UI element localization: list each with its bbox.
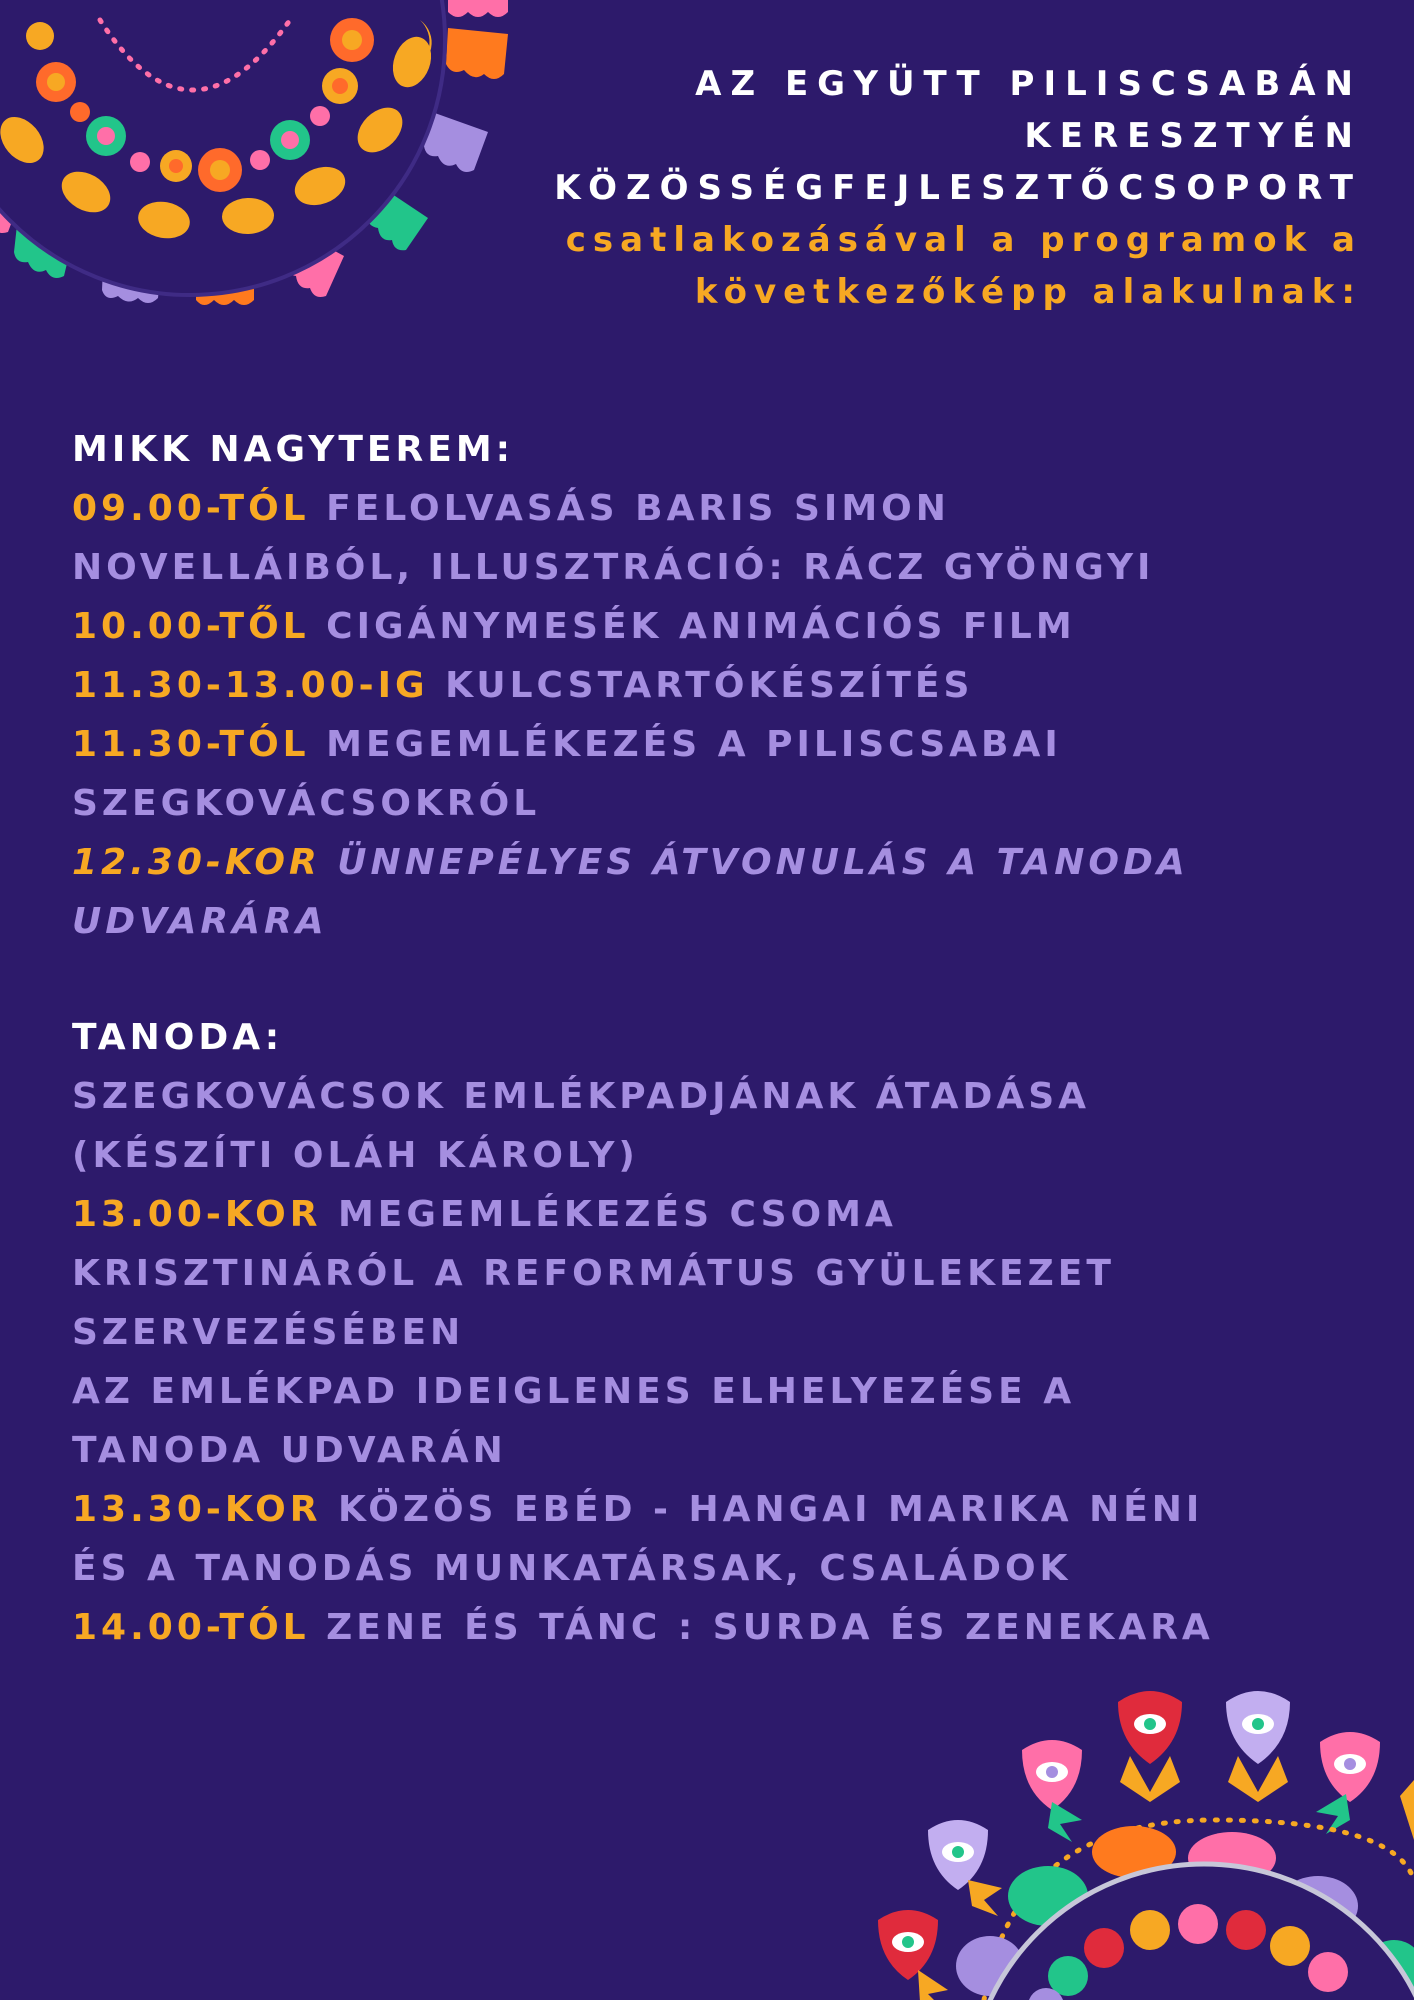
- program-time: 13.30-KOR: [72, 1489, 322, 1530]
- tanoda-intro-line-1: SZEGKOVÁCSOK EMLÉKPADJÁNAK ÁTADÁSA: [72, 1076, 1090, 1117]
- program-time: 10.00-TŐL: [72, 606, 310, 647]
- program-item: [72, 715, 1352, 774]
- program-time: 11.30-TÓL: [72, 724, 310, 765]
- program-item: [72, 479, 1352, 538]
- header-line-4: csatlakozásával a programok a: [565, 220, 1362, 260]
- program-text: KÖZÖS EBÉD - HANGAI MARIKA NÉNI: [337, 1489, 1204, 1530]
- program-text: KULCSTARTÓKÉSZÍTÉS: [445, 665, 974, 706]
- tanoda-note-line-2: TANODA UDVARÁN: [72, 1430, 507, 1471]
- tanoda-note-line-1: AZ EMLÉKPAD IDEIGLENES ELHELYEZÉSE A: [72, 1371, 1076, 1412]
- program-text: MEGEMLÉKEZÉS CSOMA: [337, 1194, 897, 1235]
- program-time: 11.30-13.00-IG: [72, 665, 429, 706]
- program-item-continued: SZEGKOVÁCSOKRÓL: [72, 783, 541, 824]
- mandala-flags-decoration-top-left: [0, 0, 520, 340]
- tanoda-section-title: TANODA:: [72, 1017, 284, 1058]
- program-item: [72, 833, 1352, 892]
- program-time: 14.00-TÓL: [72, 1607, 310, 1648]
- tanoda-section: [72, 1008, 1352, 1657]
- mikk-section-title: MIKK NAGYTEREM:: [72, 429, 515, 470]
- program-time: 12.30-KOR: [72, 842, 321, 883]
- program-item-continued: NOVELLÁIBÓL, ILLUSZTRÁCIÓ: RÁCZ GYÖNGYI: [72, 547, 1155, 588]
- program-item-continued: ÉS A TANODÁS MUNKATÁRSAK, CSALÁDOK: [72, 1548, 1072, 1589]
- program-item: [72, 597, 1352, 656]
- header: [502, 58, 1362, 318]
- program-item: [72, 1185, 1352, 1244]
- program-text: MEGEMLÉKEZÉS A PILISCSABAI: [326, 724, 1062, 765]
- tanoda-intro-line-2: (KÉSZÍTI OLÁH KÁROLY): [72, 1135, 639, 1176]
- program-time: 13.00-KOR: [72, 1194, 322, 1235]
- program-item: [72, 656, 1352, 715]
- program-text: CIGÁNYMESÉK ANIMÁCIÓS FILM: [326, 606, 1076, 647]
- mandala-eye-flowers-decoration-bottom-right: [834, 1680, 1414, 2000]
- program-item-continued: UDVARÁRA: [72, 901, 328, 942]
- mikk-section: [72, 420, 1352, 951]
- program-item: [72, 1598, 1352, 1657]
- header-line-2: KERESZTYÉN: [1024, 116, 1362, 156]
- program-item-continued: KRISZTINÁRÓL A REFORMÁTUS GYÜLEKEZET: [72, 1253, 1115, 1294]
- program-item: [72, 1480, 1352, 1539]
- header-line-5: következőképp alakulnak:: [694, 272, 1362, 312]
- program-item-continued: SZERVEZÉSÉBEN: [72, 1312, 465, 1353]
- header-line-3: KÖZÖSSÉGFEJLESZTŐCSOPORT: [554, 168, 1362, 208]
- header-line-1: AZ EGYÜTT PILISCSABÁN: [695, 64, 1362, 104]
- program-text: FELOLVASÁS BARIS SIMON: [326, 488, 950, 529]
- program-time: 09.00-TÓL: [72, 488, 310, 529]
- program-text: ÜNNEPÉLYES ÁTVONULÁS A TANODA: [337, 842, 1189, 883]
- program-text: ZENE ÉS TÁNC : SURDA ÉS ZENEKARA: [326, 1607, 1214, 1648]
